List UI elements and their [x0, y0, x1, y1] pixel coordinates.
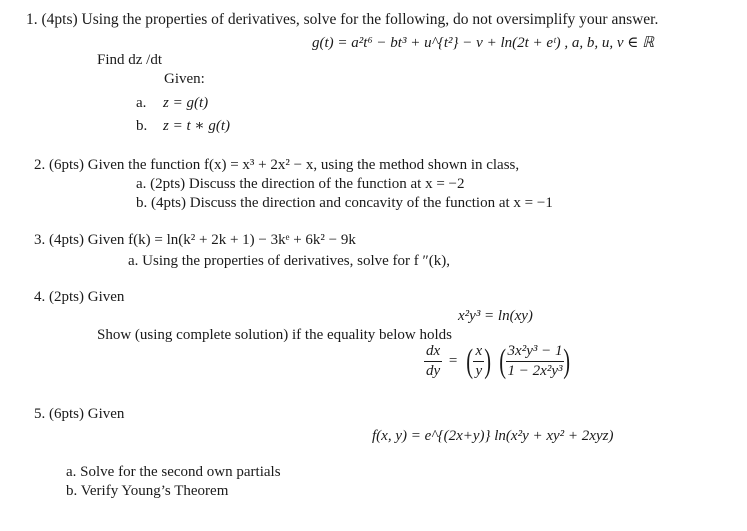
q4-derivative-equation — [424, 344, 573, 379]
ratio-numerator: x — [473, 344, 484, 362]
lhs-fraction — [424, 344, 442, 379]
q4-equation: x²y³ = ln(xy) — [458, 308, 533, 324]
q3-heading: 3. (4pts) Given f(k) = ln(k² + 2k + 1) − 3kᵉ + 6k² − 9k — [34, 232, 356, 248]
q1-equation: g(t) = a²t⁶ − bt³ + u^{t²} − v + ln(2t + eᵗ) , a, b, u, v ∈ ℝ — [312, 35, 654, 51]
q5-heading: 5. (6pts) Given — [34, 406, 125, 422]
q1-given: Given: — [164, 71, 205, 87]
q2-item-b: b. (4pts) Discuss the direction and concavity of the function at x = −1 — [136, 195, 553, 211]
q2-item-a: a. (2pts) Discuss the direction of the function at x = −2 — [136, 176, 465, 192]
q1-item-a-label: a. — [136, 95, 147, 111]
q1-heading: 1. (4pts) Using the properties of derivatives, solve for the following, do not oversimplify your answer. — [26, 11, 659, 28]
q1-find: Find dz /dt — [97, 52, 163, 68]
q1-item-b-label: b. — [136, 118, 148, 134]
q4-heading: 4. (2pts) Given — [34, 289, 125, 305]
q5-equation: f(x, y) = e^{(2x+y)} ln(x²y + xy² + 2xyz) — [372, 428, 614, 444]
q1-item-a: z = g(t) — [163, 95, 209, 111]
q5-item-b: b. Verify Young’s Theorem — [66, 483, 229, 499]
left-paren-2: ( — [499, 342, 507, 380]
ratio-denominator: y — [475, 363, 483, 379]
q4-show: Show (using complete solution) if the equality below holds — [97, 327, 452, 343]
q2-heading: 2. (6pts) Given the function f(x) = x³ + 2x² − x, using the method shown in class, — [34, 157, 520, 173]
main-numerator: 3x²y³ − 1 — [506, 344, 565, 362]
q5-item-a: a. Solve for the second own partials — [66, 464, 281, 480]
right-paren-2: ) — [563, 342, 571, 380]
q3-item-a: a. Using the properties of derivatives, solve for f ″(k), — [128, 253, 450, 269]
left-paren: ( — [466, 342, 474, 380]
equals-sign: = — [448, 353, 458, 369]
q1-item-b: z = t ∗ g(t) — [163, 118, 230, 134]
right-paren: ) — [484, 342, 492, 380]
main-fraction — [506, 344, 565, 379]
lhs-numerator: dx — [424, 344, 442, 362]
main-denominator: 1 − 2x²y³ — [507, 363, 563, 379]
lhs-denominator: dy — [426, 363, 441, 379]
ratio-fraction — [473, 344, 484, 379]
